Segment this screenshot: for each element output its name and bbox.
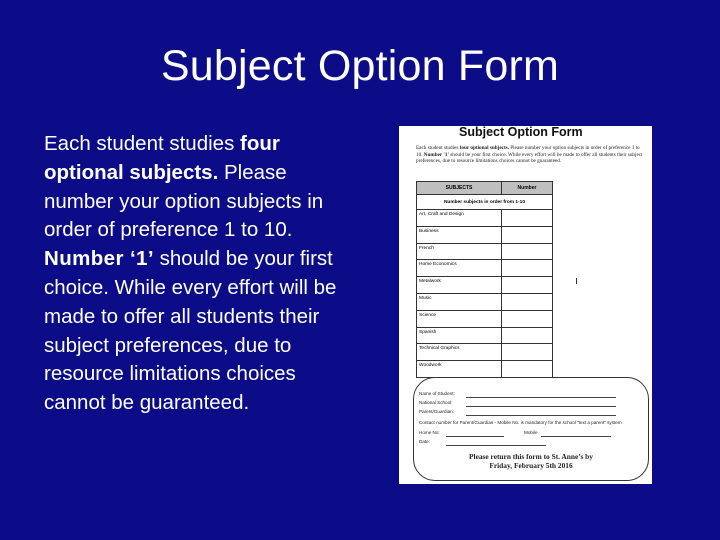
body-text-part: Each student studies bbox=[44, 132, 241, 155]
number-cell bbox=[502, 260, 553, 277]
table-row bbox=[417, 361, 553, 378]
number-cell bbox=[502, 277, 553, 294]
table-row bbox=[417, 327, 553, 344]
detail-line bbox=[446, 445, 546, 446]
table-subheader: Number subjects in order from 1-10 bbox=[417, 195, 553, 210]
subject-name: Home Economics bbox=[417, 260, 502, 277]
detail-line bbox=[446, 436, 504, 437]
table-row bbox=[417, 344, 553, 361]
table-row bbox=[417, 226, 553, 243]
number-cell bbox=[502, 243, 553, 260]
column-header-number: Number bbox=[502, 182, 553, 195]
form-title: Subject Option Form bbox=[459, 126, 583, 139]
number-cell bbox=[502, 361, 553, 378]
detail-mobile-label: Mobile bbox=[524, 430, 538, 435]
table-row bbox=[417, 210, 553, 227]
number-cell bbox=[502, 344, 553, 361]
body-text-part: Please number your option subjects in order of preference 1 to 10. bbox=[44, 160, 324, 242]
subject-name: Technical Graphics bbox=[417, 344, 502, 361]
detail-line bbox=[466, 397, 616, 398]
table-row bbox=[417, 310, 553, 327]
detail-home-label: Home No: bbox=[419, 430, 440, 435]
subject-name: Art, Craft and Design bbox=[417, 210, 502, 227]
subject-name: Science bbox=[417, 310, 502, 327]
student-details-box bbox=[413, 377, 649, 481]
detail-date-label: Date: bbox=[419, 439, 430, 444]
subject-name: Spanish bbox=[417, 327, 502, 344]
form-intro-part: Each student studies bbox=[416, 145, 460, 151]
table-row bbox=[417, 293, 553, 310]
return-note-line-1: Please return this form to St. Anne’s by bbox=[469, 452, 593, 461]
number-cell bbox=[502, 310, 553, 327]
return-note-line-2: Friday, February 5th 2016 bbox=[489, 461, 573, 470]
subjects-table bbox=[416, 181, 553, 378]
slide-title: Subject Option Form bbox=[160, 42, 560, 90]
subject-name: Music bbox=[417, 293, 502, 310]
form-intro-bold: four optional subjects. bbox=[459, 145, 509, 151]
table-row bbox=[417, 277, 553, 294]
detail-guardian-label: Parent/Guardian: bbox=[419, 409, 454, 414]
number-cell bbox=[502, 327, 553, 344]
form-intro-part: should be your first choice. While every effort will be made to offer all students their subject preferences, due to resource limitations choices cannot be guaranteed. bbox=[416, 151, 643, 165]
subject-option-form-image bbox=[399, 126, 652, 484]
subject-name: Business bbox=[417, 226, 502, 243]
subject-name: Metalwork bbox=[417, 277, 502, 294]
detail-line bbox=[466, 406, 616, 407]
number-cell bbox=[502, 210, 553, 227]
number-cell bbox=[502, 226, 553, 243]
detail-line bbox=[466, 415, 616, 416]
column-header-subjects: SUBJECTS bbox=[417, 182, 502, 195]
body-bold-text: four optional subjects. bbox=[44, 132, 280, 184]
number-cell bbox=[502, 293, 553, 310]
body-bold-text: Number ‘1’ bbox=[44, 247, 154, 271]
table-row bbox=[417, 243, 553, 260]
form-intro-bold: Number '1' bbox=[423, 151, 449, 158]
body-text-part: should be your first choice. While every effort will be made to offer all students their subject preferences, due to resource limitations choices cannot be guaranteed. bbox=[44, 247, 337, 415]
subject-name: French bbox=[417, 243, 502, 260]
form-intro-text bbox=[416, 145, 644, 165]
stray-mark bbox=[576, 278, 577, 284]
subject-name: Woodwork bbox=[417, 361, 502, 378]
form-intro-part: Please number your option subjects in order of preference 1 to 10. bbox=[416, 145, 640, 158]
detail-school-label: National School: bbox=[419, 400, 453, 405]
slide-body-text bbox=[44, 130, 356, 418]
detail-contact-label: Contact number for Parent/Guardian - Mobile No. is mandatory for the school "text a parent" system bbox=[419, 420, 622, 425]
detail-line bbox=[541, 436, 611, 437]
detail-name-label: Name of Student: bbox=[419, 391, 455, 396]
table-row bbox=[417, 260, 553, 277]
